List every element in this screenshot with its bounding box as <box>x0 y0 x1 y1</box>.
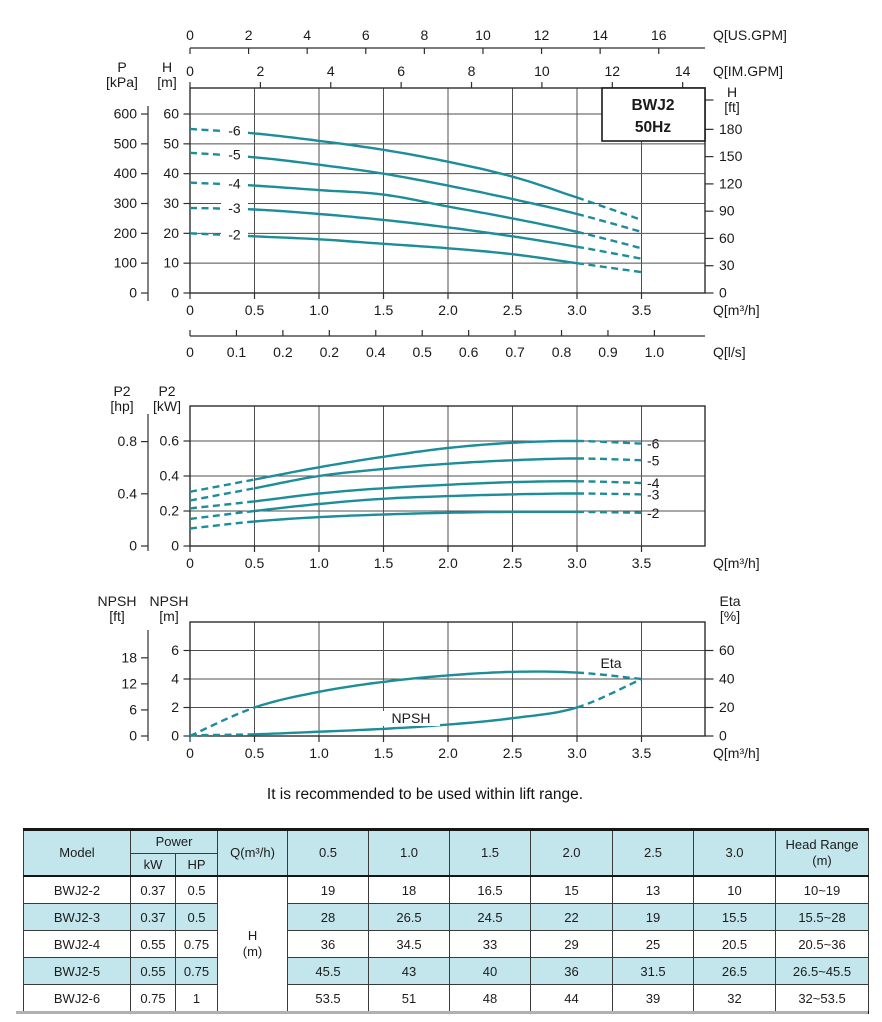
col-header-flow: Q(m³/h) <box>218 830 288 877</box>
model-cell: BWJ2-3 <box>24 904 131 931</box>
axis-title: P2 <box>158 383 176 399</box>
col-header-flow-2.0: 2.0 <box>531 830 613 877</box>
head-value-cell: 26.5 <box>369 904 450 931</box>
head-value-cell: 36 <box>531 958 613 985</box>
curve-npsh-dash-pre <box>190 734 255 735</box>
axis-tick-label: 3.0 <box>567 302 587 318</box>
power-hp-cell: 1 <box>176 985 218 1013</box>
axis-title: [hp] <box>110 398 134 414</box>
power-kw-cell: 0.37 <box>131 904 176 931</box>
table-row <box>24 985 869 1013</box>
power-hp-cell: 0.75 <box>176 931 218 958</box>
curve--5-dash-pre <box>190 488 255 500</box>
head-value-cell: 29 <box>531 931 613 958</box>
series-label: -3 <box>228 200 241 217</box>
power-kw-cell: 0.37 <box>131 876 176 904</box>
axis-tick-label: 3.0 <box>567 555 587 571</box>
axis-tick-label: 2.0 <box>438 555 458 571</box>
axis-tick-label: 100 <box>113 254 137 271</box>
axis-tick-label: 12 <box>121 675 137 692</box>
axis-tick-label: 18 <box>121 649 137 666</box>
axis-tick-label: 0.4 <box>117 485 137 502</box>
model-cell: BWJ2-5 <box>24 958 131 985</box>
col-header-flow-1.0: 1.0 <box>369 830 450 877</box>
axis-tick-label: 0 <box>186 63 194 79</box>
curve-npsh-dash-post <box>577 679 642 708</box>
curve--3-solid <box>255 210 578 247</box>
axis-tick-label: 40 <box>719 670 735 687</box>
axis-tick-label: 0 <box>186 555 194 571</box>
axis-tick-label: 0.2 <box>159 502 179 519</box>
power-hp-cell: 0.75 <box>176 958 218 985</box>
head-value-cell: 43 <box>369 958 450 985</box>
axis-tick-label: 1.5 <box>373 302 394 318</box>
axis-title: P2 <box>113 383 131 399</box>
curve--2-solid <box>255 236 578 263</box>
axis-tick-label: 4 <box>326 63 335 79</box>
axis-tick-label: 0.8 <box>117 433 137 450</box>
axis-tick-label: 30 <box>163 195 179 212</box>
series-label: -4 <box>647 475 660 491</box>
axis-tick-label: 0.5 <box>244 302 265 318</box>
axis-tick-label: 400 <box>113 165 137 182</box>
page-bottom-divider <box>16 1011 868 1014</box>
axis-tick-label: 0.6 <box>458 344 479 360</box>
axis-tick-label: 10 <box>475 27 491 43</box>
axis-tick-label: 0.1 <box>226 344 247 360</box>
axis-title: H <box>726 84 738 100</box>
axis-tick-label: 3.5 <box>631 555 652 571</box>
axis-tick-label: 10 <box>534 63 550 79</box>
col-header-head-range: Head Range (m) <box>776 830 869 877</box>
axis-tick-label: 0.8 <box>551 344 572 360</box>
axis-tick-label: 0 <box>171 727 179 744</box>
curve--4-dash-post <box>577 232 642 249</box>
head-value-cell: 15.5 <box>694 904 776 931</box>
axis-tick-label: 60 <box>719 642 735 658</box>
axis-tick-label: 0.6 <box>159 432 179 449</box>
axis-tick-label: 180 <box>719 120 743 137</box>
axis-tick-label: 1.0 <box>309 745 329 761</box>
curve--3-dash-post <box>577 494 642 495</box>
axis-tick-label: 2.5 <box>502 302 523 318</box>
axis-tick-label: 60 <box>719 229 735 246</box>
recommendation-note: It is recommended to be used within lift range. <box>266 786 584 803</box>
axis-tick-label: 0.5 <box>412 344 432 360</box>
col-header-flow-2.5: 2.5 <box>613 830 694 877</box>
curve--5-solid <box>255 157 578 214</box>
head-value-cell: 28 <box>288 904 369 931</box>
axis-tick-label: 6 <box>397 63 406 79</box>
axis-tick-label: 8 <box>420 27 429 43</box>
axis-tick-label: 1.0 <box>309 555 329 571</box>
head-value-cell: 44 <box>531 985 613 1013</box>
axis-tick-label: 50 <box>163 135 179 152</box>
col-header-model: Model <box>24 830 131 877</box>
axis-tick-label: 12 <box>533 27 550 43</box>
axis-tick-label: 6 <box>361 27 370 43</box>
curve--4-dash-pre <box>190 501 255 508</box>
axis-tick-label: 1.0 <box>309 302 329 318</box>
curve--2-dash-post <box>577 263 642 272</box>
head-value-cell: 32 <box>694 985 776 1013</box>
axis-tick-label: 0.4 <box>159 467 179 484</box>
table-row <box>24 904 869 931</box>
axis-tick-label: 1.5 <box>373 555 394 571</box>
series-label: NPSH <box>391 710 431 726</box>
axis-tick-label: 0 <box>129 727 137 744</box>
head-range-cell: 10~19 <box>776 876 869 904</box>
axis-unit-label: Q[IM.GPM] <box>713 63 783 79</box>
axis-tick-label: 0 <box>186 27 194 43</box>
series-label: -5 <box>228 146 241 163</box>
head-value-cell: 51 <box>369 985 450 1013</box>
table-row <box>24 876 869 904</box>
axis-title: [ft] <box>724 99 740 115</box>
axis-title: NPSH <box>149 593 189 609</box>
axis-title: [m] <box>159 608 179 624</box>
axis-tick-label: 20 <box>719 699 735 715</box>
table-row <box>24 958 869 985</box>
performance-table <box>23 828 869 1014</box>
axis-tick-label: 500 <box>113 135 137 152</box>
col-header-flow-1.5: 1.5 <box>450 830 531 877</box>
chart-npsh-eta <box>98 593 760 761</box>
head-value-cell: 53.5 <box>288 985 369 1013</box>
frequency-label: 50Hz <box>634 119 672 136</box>
head-value-cell: 19 <box>613 904 694 931</box>
curve--2-dash-pre <box>190 522 255 529</box>
axis-tick-label: 120 <box>719 175 743 192</box>
head-range-cell: 20.5~36 <box>776 931 869 958</box>
axis-tick-label: 6 <box>129 701 137 718</box>
curve--3-dash-post <box>577 247 642 259</box>
axis-tick-label: 1.5 <box>373 745 394 761</box>
axis-tick-label: 3.0 <box>567 745 587 761</box>
table-body <box>24 876 869 1013</box>
series-label: -6 <box>228 122 241 139</box>
head-value-cell: 33 <box>450 931 531 958</box>
curve--6-dash-post <box>577 198 642 220</box>
axis-tick-label: 10 <box>163 254 179 271</box>
axis-tick-label: 4 <box>171 670 179 687</box>
axis-title: P <box>117 59 127 75</box>
axis-tick-label: 90 <box>719 202 735 219</box>
head-range-cell: 32~53.5 <box>776 985 869 1013</box>
axis-tick-label: 1.0 <box>644 344 665 360</box>
head-value-cell: 22 <box>531 904 613 931</box>
axis-tick-label: 30 <box>719 257 735 274</box>
model-label: BWJ2 <box>631 97 675 114</box>
power-hp-cell: 0.5 <box>176 876 218 904</box>
axis-tick-label: 150 <box>719 148 743 165</box>
axis-unit-label: Q[l/s] <box>713 344 746 360</box>
head-value-cell: 40 <box>450 958 531 985</box>
axis-tick-label: 0 <box>186 344 194 360</box>
col-header-power: Power <box>131 830 218 854</box>
series-label: -2 <box>228 226 241 243</box>
axis-tick-label: 14 <box>674 63 691 79</box>
axis-tick-label: 0.5 <box>244 555 265 571</box>
axis-title: H <box>161 59 173 75</box>
axis-tick-label: 12 <box>604 63 621 79</box>
series-label: -3 <box>647 486 660 503</box>
curve--2-solid <box>255 512 578 522</box>
axis-tick-label: 3.5 <box>631 302 652 318</box>
power-kw-cell: 0.55 <box>131 958 176 985</box>
model-cell: BWJ2-6 <box>24 985 131 1013</box>
curve--2-dash-post <box>577 512 642 513</box>
axis-tick-label: 2 <box>256 63 265 79</box>
chart-power <box>110 383 759 571</box>
axis-tick-label: 2 <box>244 27 253 43</box>
axis-tick-label: 6 <box>171 642 179 658</box>
axis-title: [kW] <box>153 398 181 414</box>
col-header-hp: HP <box>176 854 218 877</box>
axis-tick-label: 4 <box>303 27 312 43</box>
axis-tick-label: 0.7 <box>505 344 525 360</box>
axis-tick-label: 600 <box>113 105 137 122</box>
axis-tick-label: 2.5 <box>502 555 523 571</box>
axis-tick-label: 2.0 <box>438 745 458 761</box>
head-value-cell: 34.5 <box>369 931 450 958</box>
axis-tick-label: 0 <box>129 537 137 554</box>
axis-tick-label: 0.5 <box>244 745 265 761</box>
head-value-cell: 39 <box>613 985 694 1013</box>
axis-title: Eta <box>719 593 741 609</box>
axis-tick-label: 14 <box>592 27 608 43</box>
head-value-cell: 18 <box>369 876 450 904</box>
col-header-flow-0.5: 0.5 <box>288 830 369 877</box>
head-value-cell: 31.5 <box>613 958 694 985</box>
head-value-cell: 13 <box>613 876 694 904</box>
axis-title: [m] <box>157 74 177 90</box>
axis-tick-label: 0 <box>186 302 194 318</box>
chart-head-flow <box>106 27 787 360</box>
axis-tick-label: 0 <box>171 537 179 554</box>
axis-tick-label: 20 <box>163 224 179 241</box>
axis-tick-label: 2.5 <box>502 745 523 761</box>
head-value-cell: 10 <box>694 876 776 904</box>
head-value-cell: 15 <box>531 876 613 904</box>
axis-title: NPSH <box>97 593 137 609</box>
axis-tick-label: 0 <box>129 284 137 301</box>
head-value-cell: 36 <box>288 931 369 958</box>
table-row <box>24 931 869 958</box>
axis-tick-label: 300 <box>113 195 137 212</box>
head-value-cell: 16.5 <box>450 876 531 904</box>
axis-tick-label: 0 <box>171 284 179 301</box>
curve--4-solid <box>255 186 578 232</box>
axis-tick-label: 0 <box>719 284 727 301</box>
axis-tick-label: 40 <box>163 165 179 182</box>
axis-unit-label: Q[m³/h] <box>713 302 760 318</box>
curve--3-dash-pre <box>190 511 255 519</box>
series-label: Eta <box>600 655 622 671</box>
head-value-cell: 48 <box>450 985 531 1013</box>
head-value-cell: 19 <box>288 876 369 904</box>
axis-title: [%] <box>719 608 741 624</box>
axis-tick-label: 16 <box>650 27 667 43</box>
axis-tick-label: 2 <box>171 699 179 715</box>
axis-tick-label: 0.4 <box>366 344 386 360</box>
power-kw-cell: 0.55 <box>131 931 176 958</box>
axis-tick-label: 3.5 <box>631 745 652 761</box>
series-label: -4 <box>228 175 241 192</box>
model-cell: BWJ2-4 <box>24 931 131 958</box>
axis-tick-label: 8 <box>467 63 476 79</box>
model-cell: BWJ2-2 <box>24 876 131 904</box>
curve--5-dash-post <box>577 459 642 461</box>
series-label: -2 <box>647 504 660 521</box>
axis-tick-label: 0 <box>719 727 727 744</box>
axis-tick-label: 0.2 <box>273 344 293 360</box>
curve--5-solid <box>255 459 578 489</box>
table-header <box>24 830 869 877</box>
curve-eta-dash-post <box>577 673 642 679</box>
col-header-kw: kW <box>131 854 176 877</box>
series-label: -5 <box>647 452 660 469</box>
h-param-cell: H (m) <box>218 876 288 1013</box>
col-header-flow-3.0: 3.0 <box>694 830 776 877</box>
head-value-cell: 26.5 <box>694 958 776 985</box>
curve-eta-solid <box>255 672 578 708</box>
head-value-cell: 20.5 <box>694 931 776 958</box>
power-kw-cell: 0.75 <box>131 985 176 1013</box>
curve--4-dash-post <box>577 481 642 483</box>
head-value-cell: 24.5 <box>450 904 531 931</box>
axis-unit-label: Q[m³/h] <box>713 745 760 761</box>
axis-tick-label: 0.2 <box>319 344 340 360</box>
curve-eta-dash-pre <box>190 708 255 737</box>
axis-unit-label: Q[m³/h] <box>713 555 760 571</box>
axis-title: [ft] <box>109 608 125 624</box>
power-hp-cell: 0.5 <box>176 904 218 931</box>
axis-tick-label: 200 <box>113 224 137 241</box>
axis-tick-label: 0.9 <box>598 344 618 360</box>
head-value-cell: 25 <box>613 931 694 958</box>
curve--6-dash-pre <box>190 480 255 492</box>
axis-tick-label: 2.0 <box>438 302 458 318</box>
axis-title: [kPa] <box>106 74 138 90</box>
axis-tick-label: 60 <box>163 105 179 122</box>
axis-unit-label: Q[US.GPM] <box>713 27 787 43</box>
axis-tick-label: 0 <box>186 745 194 761</box>
head-range-cell: 15.5~28 <box>776 904 869 931</box>
head-value-cell: 45.5 <box>288 958 369 985</box>
series-label: -6 <box>647 435 660 452</box>
head-range-cell: 26.5~45.5 <box>776 958 869 985</box>
